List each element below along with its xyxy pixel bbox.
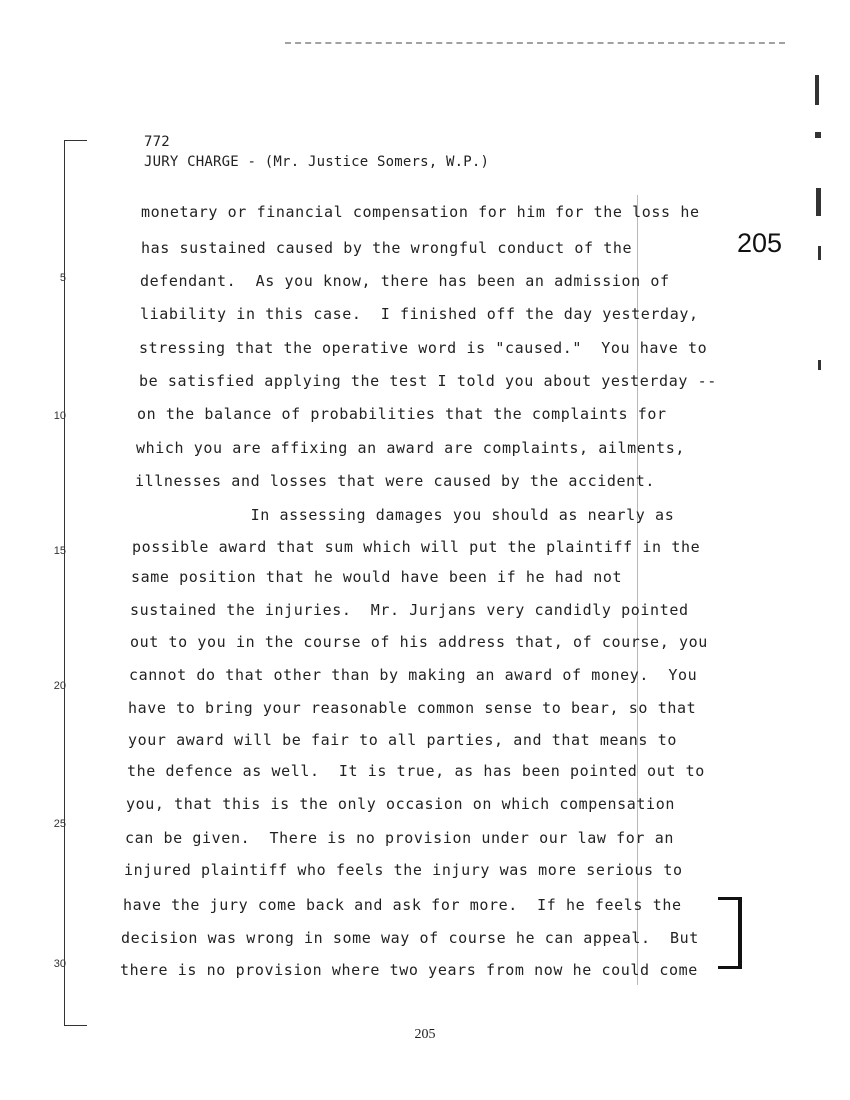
transcript-line: on the balance of probabilities that the complaints for	[137, 405, 667, 423]
line-number: 20	[53, 680, 66, 692]
transcript-line: sustained the injuries. Mr. Jurjans very candidly pointed	[130, 601, 689, 619]
scan-smudge	[816, 188, 821, 216]
scan-smudge	[818, 246, 821, 260]
transcript-line: defendant. As you know, there has been an admission of	[140, 272, 670, 290]
transcript-line: have to bring your reasonable common sense to bear, so that	[128, 699, 697, 717]
scan-smudge	[818, 360, 821, 370]
transcript-line: cannot do that other than by making an award of money. You	[129, 666, 698, 684]
line-number: 30	[53, 958, 66, 970]
line-number: 10	[53, 410, 66, 422]
transcript-line: liability in this case. I finished off the day yesterday,	[140, 305, 699, 323]
transcript-line: out to you in the course of his address that, of course, you	[130, 633, 708, 651]
scan-smudge	[815, 132, 821, 138]
line-number: 15	[53, 545, 66, 557]
top-scan-marks	[285, 42, 785, 48]
right-margin-bracket	[718, 897, 742, 969]
page-ref: 772	[144, 134, 170, 150]
transcript-line: illnesses and losses that were caused by the accident.	[135, 472, 656, 490]
transcript-line: possible award that sum which will put the plaintiff in the	[132, 538, 701, 556]
transcript-line: stressing that the operative word is "caused." You have to	[139, 339, 708, 357]
left-margin-bracket	[64, 140, 87, 1026]
transcript-line: In assessing damages you should as nearly as	[135, 506, 675, 524]
transcript-line: can be given. There is no provision under our law for an	[125, 829, 674, 847]
margin-page-number: 205	[737, 228, 783, 258]
transcript-line: same position that he would have been if he had not	[131, 568, 623, 586]
transcript-line: your award will be fair to all parties, and that means to	[128, 731, 677, 749]
transcript-line: decision was wrong in some way of course he can appeal. But	[121, 929, 699, 947]
line-number: 5	[59, 272, 66, 284]
scan-smudge	[815, 75, 819, 105]
transcript-line: has sustained caused by the wrongful conduct of the	[141, 239, 633, 257]
transcript-line: monetary or financial compensation for him for the loss he	[141, 203, 700, 221]
line-number: 25	[53, 818, 66, 830]
transcript-line: which you are affixing an award are complaints, ailments,	[136, 439, 685, 457]
transcript-line: there is no provision where two years from now he could come	[120, 961, 698, 979]
footer-page-number: 205	[414, 1027, 436, 1042]
transcript-line: you, that this is the only occasion on which compensation	[126, 795, 675, 813]
page-title: JURY CHARGE - (Mr. Justice Somers, W.P.)	[144, 154, 490, 170]
transcript-line: have the jury come back and ask for more. If he feels the	[123, 896, 682, 914]
transcript-line: the defence as well. It is true, as has been pointed out to	[127, 762, 705, 780]
transcript-line: be satisfied applying the test I told you about yesterday --	[139, 372, 717, 390]
transcript-line: injured plaintiff who feels the injury was more serious to	[124, 861, 683, 879]
